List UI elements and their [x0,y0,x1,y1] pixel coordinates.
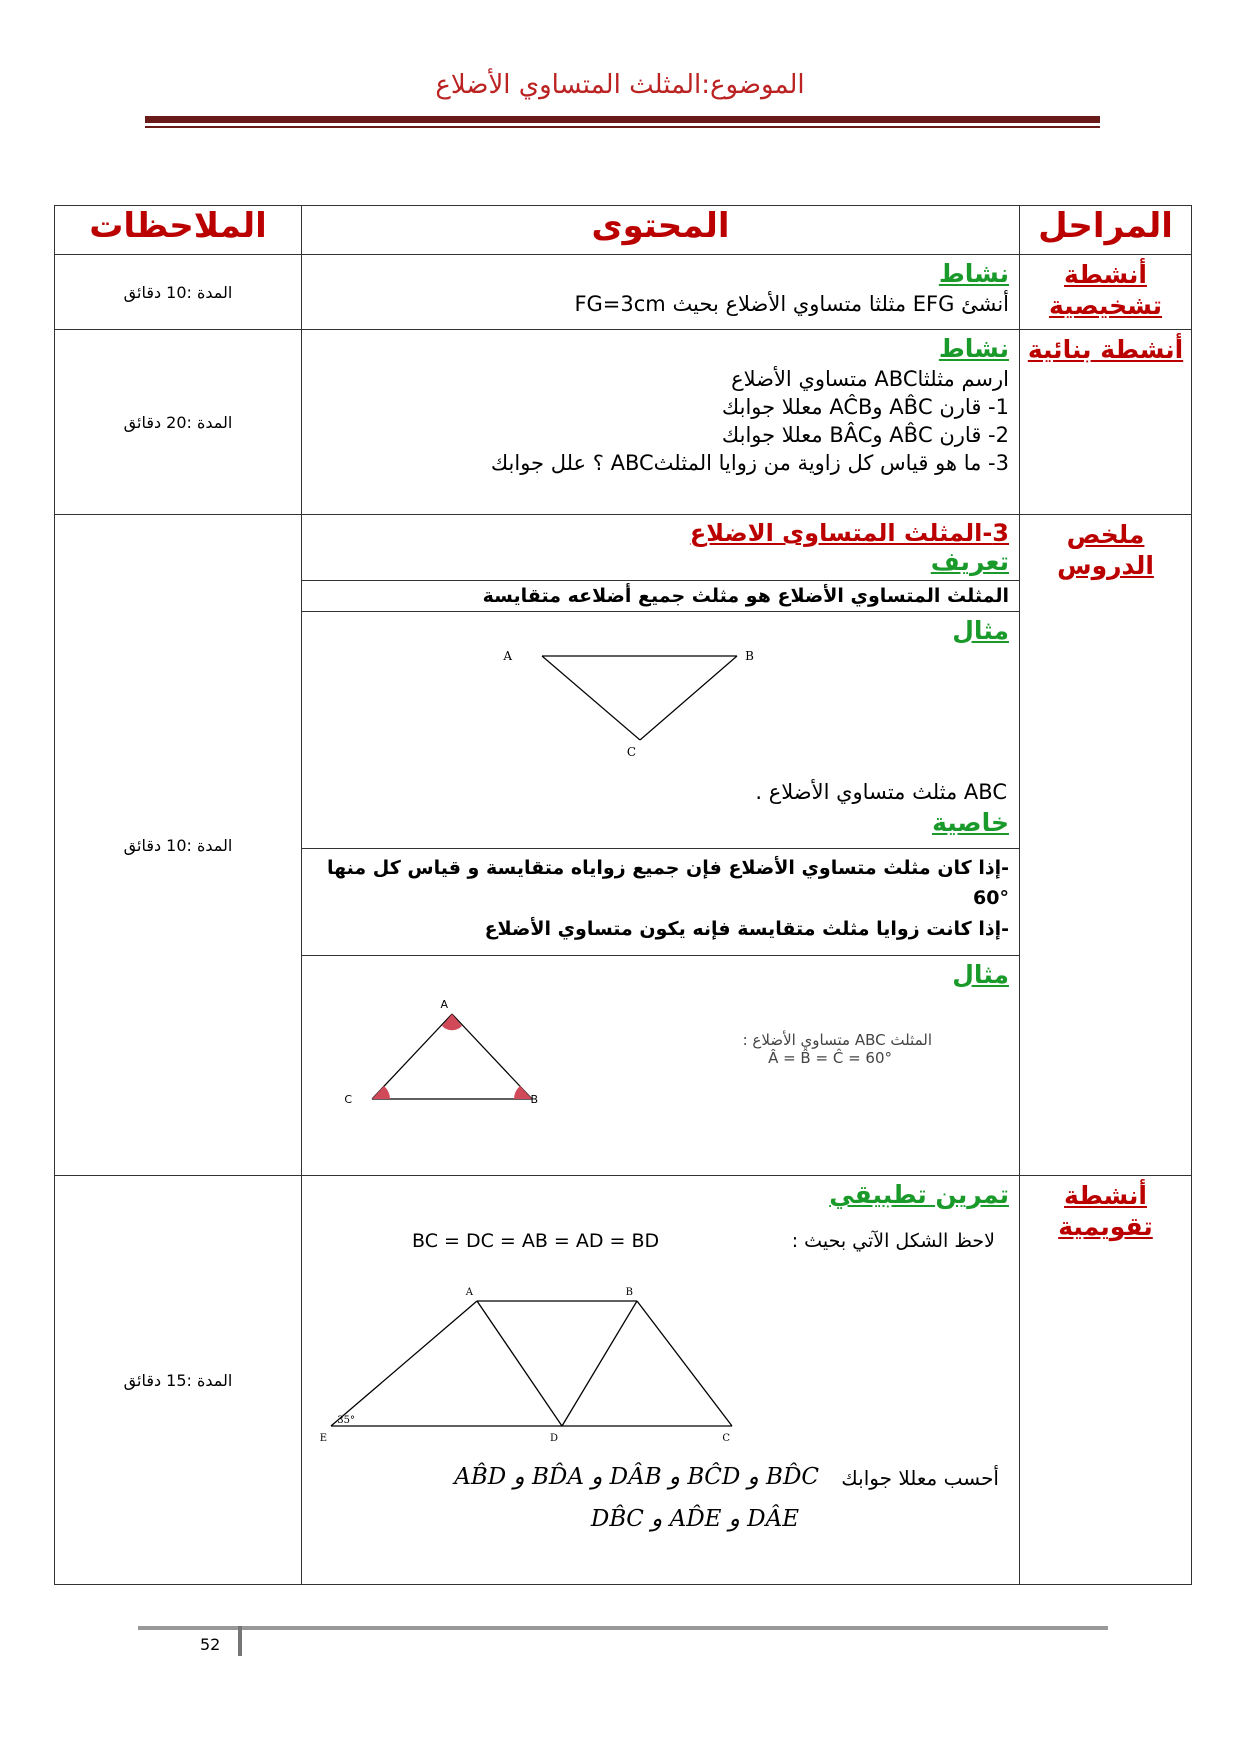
exercise-block [302,1176,1019,1584]
property-label: خاصية [932,808,1009,837]
vertex-label-c: C [344,1093,352,1106]
example2-label: مثال [952,960,1009,989]
vertex-label-a: A [503,649,512,663]
calc-intro: أحسب معللا جوابك [841,1466,999,1490]
example-label: مثال [952,616,1009,645]
vertex-label-e: E [319,1433,327,1444]
example2-block [302,955,1019,1144]
stage-label: أنشطة تقويمية [1058,1181,1153,1242]
section-heading-block [302,515,1019,580]
question-2: 2- قارن AB̂C وBÂC معللا جوابك [721,423,1009,447]
example2-line1: المثلث ABC متساوي الأضلاع : [742,1031,932,1049]
property-block [302,848,1019,955]
stage-label: أنشطة بنائية [1027,335,1184,364]
angles-line-1: BD̂C و BĈD و DÂB و BD̂A و AB̂D [454,1464,819,1490]
table-header-row [55,206,1192,255]
col-notes-header: الملاحظات [55,206,302,255]
vertex-label-a: A [440,998,448,1011]
stage-label: ملخص الدروس [1057,520,1154,581]
footer-rule [138,1626,1108,1630]
table-row [55,255,1192,330]
page-number: 52 [200,1635,221,1654]
definition-text: المثلث المتساوي الأضلاع هو مثلث جميع أضلاعه متقايسة [302,580,1019,611]
vertex-label-d: D [549,1433,558,1444]
header-rule-thin [145,126,1100,128]
activity-label: نشاط [938,259,1009,288]
header-rule [145,116,1100,123]
content-cell [302,330,1019,483]
example-text: ABC مثلث متساوي الأضلاع . [755,780,1007,804]
lesson-table [54,205,1192,1585]
content-cell [302,255,1019,324]
triangle-figure-1 [492,650,892,770]
angle-label: 35° [337,1415,355,1426]
vertex-label-c: C [626,745,636,759]
question-3: 3- ما هو قياس كل زاوية من زوايا المثلثABC ؟ علل جوابك [490,451,1009,475]
vertex-label-a: A [465,1287,473,1298]
table-row [55,515,1192,1176]
property-2: -إذا كانت زوايا مثلث متقايسة فإنه يكون متساوي الأضلاع [484,917,1009,940]
question-0: ارسم مثلثاABC متساوي الأضلاع [731,367,1009,391]
triangle-figure-2 [342,996,582,1126]
activity-text: أنشئ EFG مثلثا متساوي الأضلاع بحيث FG=3cm [574,292,1009,316]
stage-label: أنشطة تشخيصية [1048,260,1163,321]
vertex-label-b: B [745,649,754,663]
table-row [55,330,1192,515]
vertex-label-b: B [625,1287,633,1298]
property-1: -إذا كان مثلث متساوي الأضلاع فإن جميع زواياه متقايسة و قياس كل منها °60 [326,857,1009,910]
duration-note: المدة :10 دقائق [123,282,233,302]
section-title: 3-المثلث المتساوى الاضلاع [689,519,1009,547]
question-1: 1- قارن AB̂C وAĈB معللا جوابك [721,395,1009,419]
vertex-label-c: C [722,1433,730,1444]
vertex-label-b: B [530,1093,538,1106]
definition-label: تعريف [930,547,1009,576]
page-title: الموضوع:المثلث المتساوي الأضلاع [435,70,805,100]
equalities: BC = DC = AB = AD = BD [412,1230,660,1252]
duration-note: المدة :10 دقائق [123,835,233,855]
trapezoid-figure [319,1286,797,1456]
observe-text: لاحظ الشكل الآتي بحيث : [791,1230,995,1252]
col-content-header: المحتوى [302,206,1020,255]
exercise-label: تمرين تطبيقي [829,1180,1009,1209]
table-row [55,1176,1192,1585]
angles-line-2: DÂE و AD̂E و DB̂C [590,1506,799,1532]
activity-label: نشاط [938,334,1009,363]
col-stages-header: المراحل [1020,206,1192,255]
example2-line2: Â = B̂ = Ĉ = 60° [768,1049,892,1067]
example-block [302,611,1019,848]
duration-note: المدة :15 دقائق [123,1370,233,1390]
duration-note: المدة :20 دقائق [123,412,233,432]
footer-bar [238,1626,242,1656]
